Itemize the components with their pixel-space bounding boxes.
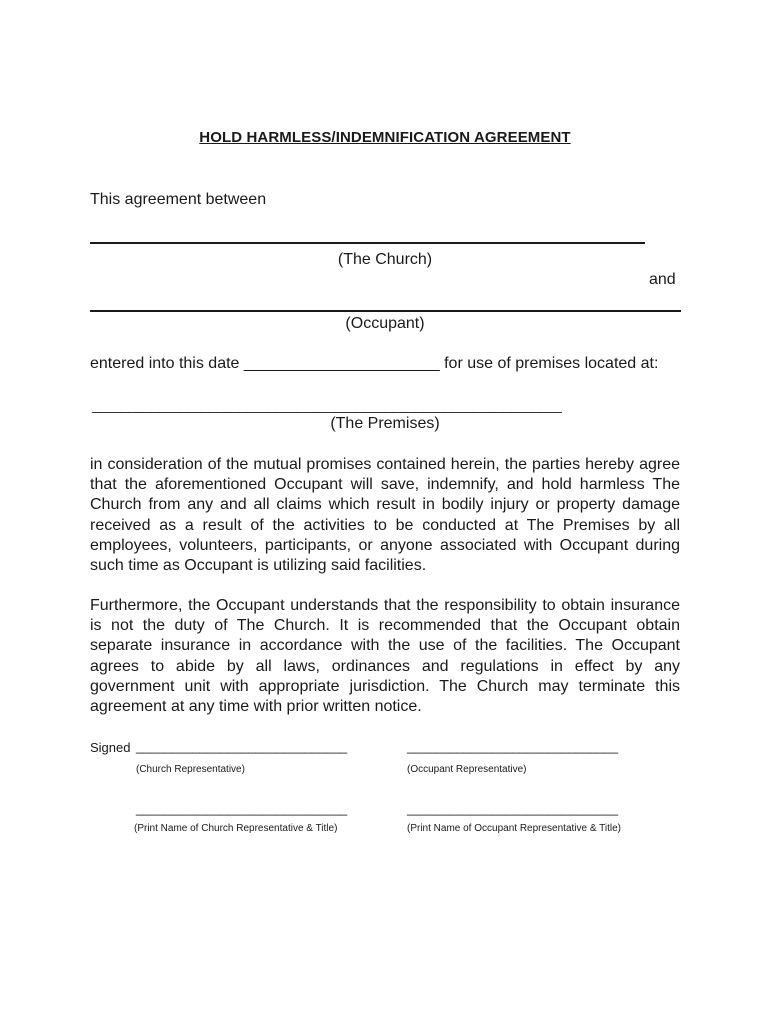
signed-label: Signed [90,740,131,755]
premises-label: (The Premises) [330,415,440,432]
occupant-print-line: ______________________________ [407,801,618,816]
occupant-rep-label: (Occupant Representative) [407,764,527,775]
document-title: HOLD HARMLESS/INDEMNIFICATION AGREEMENT [199,129,571,146]
church-rep-label: (Church Representative) [136,764,245,775]
church-name-line [90,242,645,244]
print-occupant-label: (Print Name of Occupant Representative & Title) [407,823,621,834]
occupant-signature-line: ______________________________ [407,739,618,754]
insurance-paragraph: Furthermore, the Occupant understands that the responsibility to obtain insurance is not the duty of The Church. It is recommended that the Occupant obtain separate insurance in accordance with the use of the facilities. The Occupant agrees to abide by all laws, ordinances and regulations in effect by any government unit with appropriate jurisdiction. The Church may terminate this agreement at any time with prior written notice. [90,597,680,716]
intro-text: This agreement between [90,191,267,208]
church-label: (The Church) [337,251,433,268]
and-label: and [649,271,676,288]
church-signature-line: ______________________________ [136,739,347,754]
consideration-paragraph: in consideration of the mutual promises contained herein, the parties hereby agree that the aforementioned Occupant will save, indemnify, and hold harmless The Church from any and all claims which result in bodily injury or property damage received as a result of the activities to be conducted at The Premises by all employees, volunteers, participants, or anyone associated with Occupant during such time as Occupant is utilizing said facilities. [90,456,680,575]
occupant-name-line [90,310,681,312]
print-church-label: (Print Name of Church Representative & Title) [134,823,338,834]
date-line: entered into this date ______________________ for use of premises located at: [90,355,659,372]
occupant-label: (Occupant) [345,315,425,332]
premises-blank: ________________________________________________________________ [92,397,562,413]
church-print-line: ______________________________ [136,801,347,816]
